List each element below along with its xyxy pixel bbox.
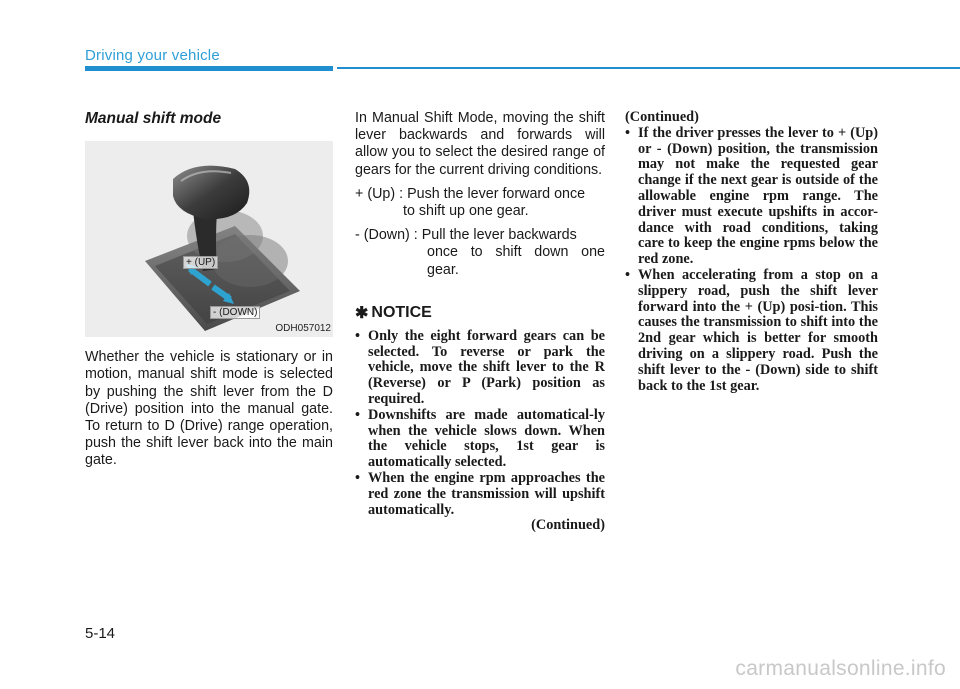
left-column xyxy=(85,110,333,470)
figure-code: ODH057012 xyxy=(275,323,331,335)
section-title: Manual shift mode xyxy=(85,110,222,127)
header-rule-thick xyxy=(85,66,333,71)
asterisk-icon: ✱ xyxy=(355,304,369,322)
down-definition xyxy=(355,227,605,244)
list-item: • When accelerating from a stop on a slippery road, push the shift lever forward into the + (Up) posi-tion. This causes the transmission to shift into the 2nd gear which is better for smooth driving on a slippery road. Push the shift lever to the - (Down) side to shift back to the 1st gear. xyxy=(625,268,878,394)
shift-knob xyxy=(173,166,249,220)
notice-list-continued xyxy=(625,126,878,395)
up-def-first: Push the lever forward once xyxy=(407,185,586,202)
section-header: Driving your vehicle xyxy=(85,47,220,64)
manual-mode-description: Whether the vehicle is stationary or in motion, manual shift mode is selected by pushing the shift lever from the D (Drive) position into the manual gate. To return to D (Drive) range operation, push the shift lever back into the main gate. xyxy=(85,349,333,469)
right-column xyxy=(625,110,878,394)
up-term: + (Up) : xyxy=(355,185,404,202)
down-def-first: Pull the lever backwards xyxy=(421,227,577,244)
shift-lever-figure xyxy=(85,141,333,337)
notice-list xyxy=(355,329,605,519)
down-label: - (DOWN) xyxy=(210,306,260,319)
up-label: + (UP) xyxy=(183,256,218,269)
up-def-rest: to shift up one gear. xyxy=(403,203,529,220)
list-item: • Only the eight forward gears can be selected. To reverse or park the vehicle, move the shift lever to the R (Reverse) or P (Park) position as required. xyxy=(355,329,605,408)
shift-lever-illustration xyxy=(85,141,333,337)
intro-paragraph: In Manual Shift Mode, moving the shift lever backwards and forwards will allow you to select the desired range of gears for the current driving conditions. xyxy=(355,110,605,178)
list-item: • If the driver presses the lever to + (Up) or - (Down) position, the transmission may not make the requested gear change if the next gear is outside of the allowable engine rpm range. The driver must execute upshifts in accor-dance with road conditions, taking care to keep the engine rpms below the red zone. xyxy=(625,126,878,268)
notice-title: NOTICE xyxy=(371,303,432,321)
middle-column xyxy=(355,110,605,534)
continued-heading: (Continued) xyxy=(625,109,699,125)
list-item: • When the engine rpm approaches the red zone the transmission will upshift automatically. xyxy=(355,471,605,518)
continued-label: (Continued) xyxy=(531,517,605,534)
watermark: carmanualsonline.info xyxy=(735,657,946,680)
notice-heading xyxy=(355,303,605,323)
up-definition xyxy=(355,186,605,203)
list-item: • Downshifts are made automatical-ly when the vehicle slows down. When the vehicle stops, 1st gear is automatically selected. xyxy=(355,408,605,471)
header-rule-thin xyxy=(337,67,960,69)
down-def-rest: once to shift down one gear. xyxy=(427,244,605,278)
page-number: 5-14 xyxy=(85,625,116,642)
down-term: - (Down) : xyxy=(355,227,418,244)
